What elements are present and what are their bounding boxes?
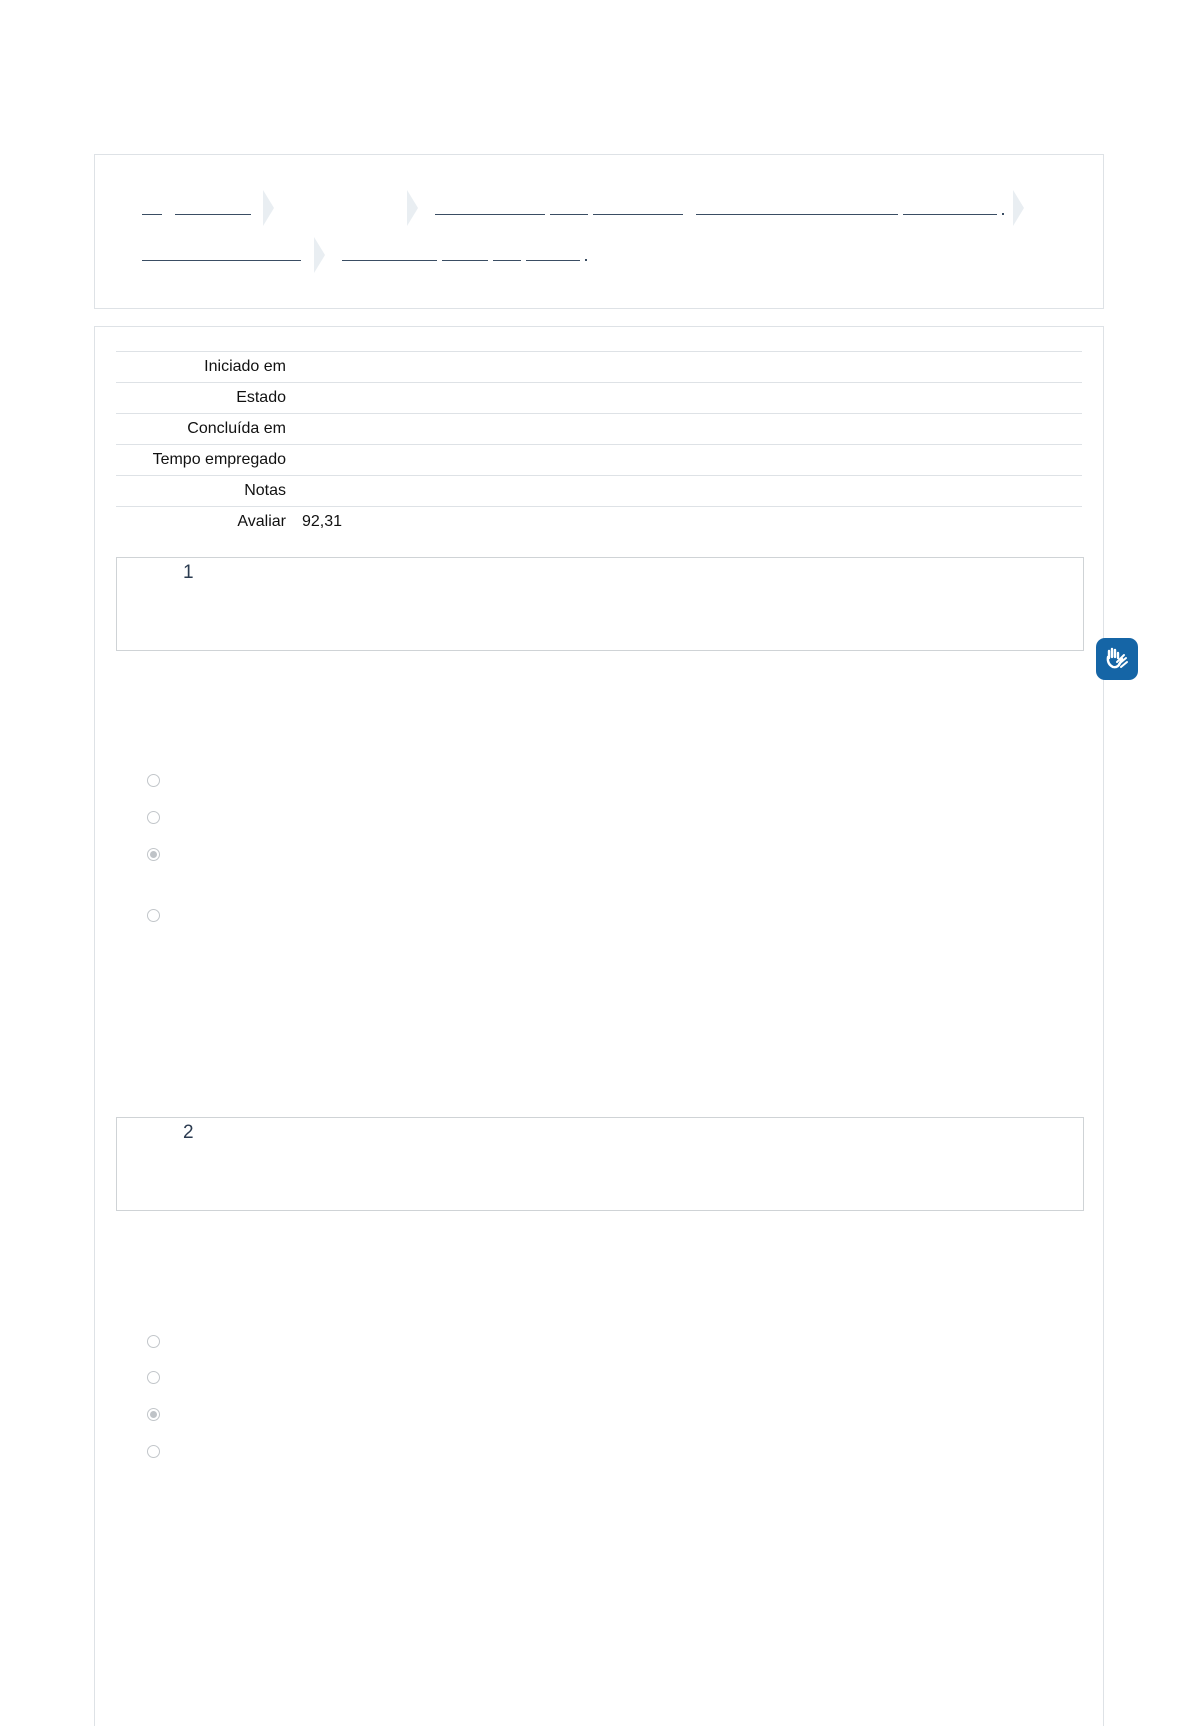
answer-radio[interactable] <box>147 1445 160 1458</box>
question-info-box <box>116 557 1084 651</box>
chevron-right-icon <box>1013 190 1024 226</box>
breadcrumb-link[interactable] <box>550 201 588 215</box>
answer-radio-selected[interactable] <box>147 848 160 861</box>
breadcrumb-dot <box>585 259 587 261</box>
breadcrumb-dot <box>1002 213 1004 215</box>
summary-value <box>294 414 1082 445</box>
summary-row <box>116 476 1082 507</box>
question-number: 2 <box>183 1122 194 1143</box>
breadcrumb-link[interactable] <box>493 247 521 261</box>
summary-row <box>116 445 1082 476</box>
question-info-box <box>116 1117 1084 1211</box>
breadcrumb-link[interactable] <box>903 201 997 215</box>
breadcrumb-link[interactable] <box>526 247 580 261</box>
answer-radio[interactable] <box>147 1335 160 1348</box>
summary-value <box>294 476 1082 507</box>
summary-value <box>294 445 1082 476</box>
answer-radio[interactable] <box>147 909 160 922</box>
summary-value <box>294 352 1082 383</box>
answer-radio-selected[interactable] <box>147 1408 160 1421</box>
quiz-summary-table <box>116 351 1082 537</box>
summary-label: Concluída em <box>187 420 286 437</box>
summary-value <box>294 383 1082 414</box>
quiz-review <box>94 326 1104 1726</box>
chevron-right-icon <box>314 237 325 273</box>
breadcrumb-link[interactable] <box>175 201 251 215</box>
breadcrumb-link[interactable] <box>142 247 301 261</box>
answer-radio[interactable] <box>147 811 160 824</box>
breadcrumb-link[interactable] <box>696 201 898 215</box>
summary-row <box>116 383 1082 414</box>
summary-label: Avaliar <box>237 513 286 530</box>
breadcrumb <box>94 154 1104 309</box>
summary-row <box>116 352 1082 383</box>
summary-row <box>116 507 1082 538</box>
summary-row <box>116 414 1082 445</box>
summary-label: Estado <box>236 389 286 406</box>
answer-radio[interactable] <box>147 774 160 787</box>
sign-language-hands-icon <box>1103 645 1131 673</box>
answer-radio[interactable] <box>147 1371 160 1384</box>
breadcrumb-link[interactable] <box>442 247 488 261</box>
chevron-right-icon <box>407 190 418 226</box>
breadcrumb-link[interactable] <box>593 201 683 215</box>
chevron-right-icon <box>263 190 274 226</box>
question-number: 1 <box>183 562 194 583</box>
breadcrumb-link[interactable] <box>142 201 162 215</box>
breadcrumb-link[interactable] <box>342 247 437 261</box>
summary-label: Notas <box>244 482 286 499</box>
accessibility-button[interactable] <box>1096 638 1138 680</box>
summary-label: Iniciado em <box>204 358 286 375</box>
summary-label: Tempo empregado <box>152 451 286 468</box>
summary-value: 92,31 <box>302 513 343 530</box>
breadcrumb-link[interactable] <box>435 201 545 215</box>
